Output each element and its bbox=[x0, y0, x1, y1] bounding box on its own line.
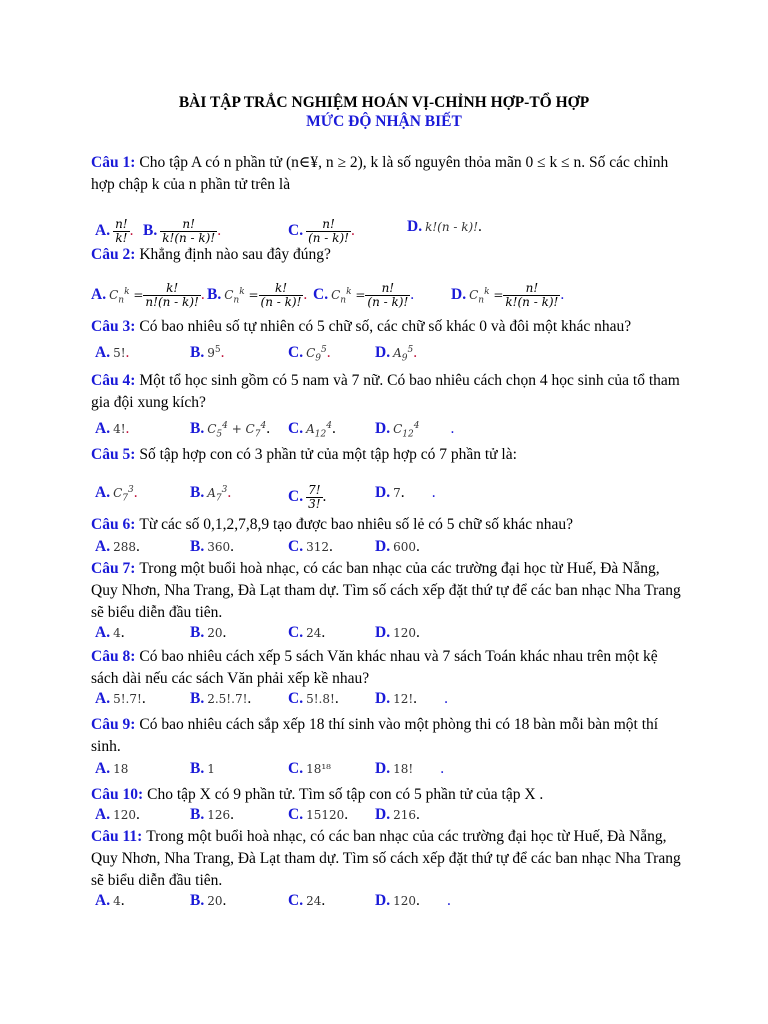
options-5 bbox=[95, 483, 695, 511]
option-d[interactable]: D. $C_{12}^4$ . bbox=[375, 420, 455, 440]
option-b[interactable]: B. $C_n^k$ = $\frac{k!}{(n - k)!}$ . bbox=[207, 281, 308, 309]
option-d[interactable]: D. 12!. . bbox=[375, 690, 449, 707]
question-1 bbox=[91, 152, 681, 196]
option-b[interactable]: B. $C_5^4 + C_7^4$. bbox=[190, 420, 271, 440]
option-c[interactable]: C. $C_n^k$ = $\frac{n!}{(n - k)!}$ . bbox=[313, 281, 415, 309]
option-d[interactable]: D. 18! . bbox=[375, 760, 445, 777]
option-d[interactable]: D. $A_9^5$. bbox=[375, 344, 418, 364]
option-a[interactable]: A. 120. bbox=[95, 806, 140, 823]
question-11: Câu 11: Trong một buổi hoà nhạc, có các ban nhạc của các trường đại học từ Huế, Đà Nẵng, Quy Nhơn, Nha Trang, Đà Lạt tham dự. Tìm số cách xếp đặt thứ tự để các ban nhạc Nha Trang sẽ biểu diễn đầu tiên. bbox=[91, 828, 681, 889]
options-10 bbox=[95, 806, 695, 828]
options-11 bbox=[95, 892, 695, 914]
option-a[interactable]: A. 18 bbox=[95, 760, 129, 777]
option-c[interactable]: C. $\frac{7!}{3!}$ . bbox=[288, 483, 327, 511]
option-b[interactable]: B. 2.5!.7!. bbox=[190, 690, 252, 707]
page-subtitle: MỨC ĐỘ NHẬN BIẾT bbox=[306, 113, 462, 130]
question-7: Câu 7: Trong một buổi hoà nhạc, có các ban nhạc của các trường đại học từ Huế, Đà Nẵng, Quy Nhơn, Nha Trang, Đà Lạt tham dự. Tìm số cách xếp đặt thứ tự để các ban nhạc Nha Trang sẽ biểu diễn đầu tiên. bbox=[91, 560, 681, 621]
option-d[interactable]: D. $C_n^k$ = $\frac{n!}{k!(n - k)!}$ . bbox=[451, 281, 565, 309]
question-4: Câu 4: Một tổ học sinh gồm có 5 nam và 7 nữ. Có bao nhiêu cách chọn 4 học sinh của tổ tham gia đội xung kích? bbox=[91, 372, 680, 411]
question-label: Câu 1: bbox=[91, 154, 136, 171]
option-b[interactable]: B. 1 bbox=[190, 760, 215, 777]
option-c[interactable]: C. $C_9^5$. bbox=[288, 344, 331, 364]
question-10: Câu 10: Cho tập X có 9 phần tử. Tìm số tập con có 5 phần tử của tập X . bbox=[91, 786, 544, 803]
option-d[interactable]: D. 600. bbox=[375, 538, 420, 555]
option-d[interactable]: D. 120. . bbox=[375, 892, 451, 909]
option-b[interactable]: B. 360. bbox=[190, 538, 234, 555]
options-4 bbox=[95, 420, 695, 442]
option-c[interactable]: C. 24. bbox=[288, 892, 326, 909]
option-a[interactable]: A. $\frac{n!}{k!}$ . bbox=[95, 217, 134, 245]
option-b[interactable]: B. 126. bbox=[190, 806, 234, 823]
option-c[interactable]: C. 15120. bbox=[288, 806, 349, 823]
question-text: Cho tập A có n phần tử (n∈¥, n ≥ 2), k là số nguyên thỏa mãn 0 ≤ k ≤ n. Số các chỉnh hợp chập k của n phần tử trên là bbox=[91, 154, 669, 193]
options-8 bbox=[95, 690, 695, 712]
option-b[interactable]: B. 20. bbox=[190, 624, 227, 641]
option-b[interactable]: B. $\frac{n!}{k!(n - k)!}$ . bbox=[143, 217, 222, 245]
option-a[interactable]: A. 4!. bbox=[95, 420, 130, 437]
option-a[interactable]: A. 4. bbox=[95, 892, 125, 909]
option-a[interactable]: A. $C_n^k$ = $\frac{k!}{n!(n - k)!}$ . bbox=[91, 281, 205, 309]
option-b[interactable]: B. $A_7^3$. bbox=[190, 484, 232, 504]
option-d[interactable]: D. 216. bbox=[375, 806, 420, 823]
question-2: Câu 2: Khẳng định nào sau đây đúng? bbox=[91, 246, 331, 263]
question-6: Câu 6: Từ các số 0,1,2,7,8,9 tạo được bao nhiêu số lẻ có 5 chữ số khác nhau? bbox=[91, 516, 574, 533]
option-c[interactable]: C. 24. bbox=[288, 624, 326, 641]
question-3: Câu 3: Có bao nhiêu số tự nhiên có 5 chữ số, các chữ số khác 0 và đôi một khác nhau? bbox=[91, 318, 632, 335]
options-6 bbox=[95, 538, 695, 560]
option-a[interactable]: A. 288. bbox=[95, 538, 140, 555]
options-9 bbox=[95, 760, 695, 782]
options-1 bbox=[95, 217, 695, 245]
option-d[interactable]: D. 7. . bbox=[375, 484, 436, 501]
option-b[interactable]: B. $9^5$. bbox=[190, 344, 225, 361]
option-d[interactable]: D. 120. bbox=[375, 624, 420, 641]
options-7 bbox=[95, 624, 695, 646]
question-5: Câu 5: Số tập hợp con có 3 phần tử của một tập hợp có 7 phần tử là: bbox=[91, 446, 517, 463]
option-b[interactable]: B. 20. bbox=[190, 892, 227, 909]
question-9: Câu 9: Có bao nhiêu cách sắp xếp 18 thí sinh vào một phòng thi có 18 bàn mỗi bàn một thí sinh. bbox=[91, 716, 659, 755]
options-3 bbox=[95, 344, 695, 366]
option-c[interactable]: C. $\frac{n!}{(n - k)!}$ . bbox=[288, 217, 355, 245]
question-8: Câu 8: Có bao nhiêu cách xếp 5 sách Văn khác nhau và 7 sách Toán khác nhau trên một kệ sách dài nếu các sách Văn phải xếp kề nhau? bbox=[91, 648, 658, 687]
option-c[interactable]: C. $A_{12}^4$. bbox=[288, 420, 336, 440]
option-d[interactable]: D. k!(n - k)!. bbox=[407, 218, 482, 235]
option-c[interactable]: C. 312. bbox=[288, 538, 333, 555]
option-c[interactable]: C. 5!.8!. bbox=[288, 690, 339, 707]
option-a[interactable]: A. 4. bbox=[95, 624, 125, 641]
option-c[interactable]: C. 18¹⁸ bbox=[288, 760, 331, 777]
option-a[interactable]: A. 5!. bbox=[95, 344, 130, 361]
option-a[interactable]: A. $C_7^3$. bbox=[95, 484, 138, 504]
page-title: BÀI TẬP TRẮC NGHIỆM HOÁN VỊ-CHỈNH HỢP-TỔ HỢP bbox=[178, 94, 590, 111]
options-2 bbox=[91, 281, 695, 309]
option-a[interactable]: A. 5!.7!. bbox=[95, 690, 146, 707]
